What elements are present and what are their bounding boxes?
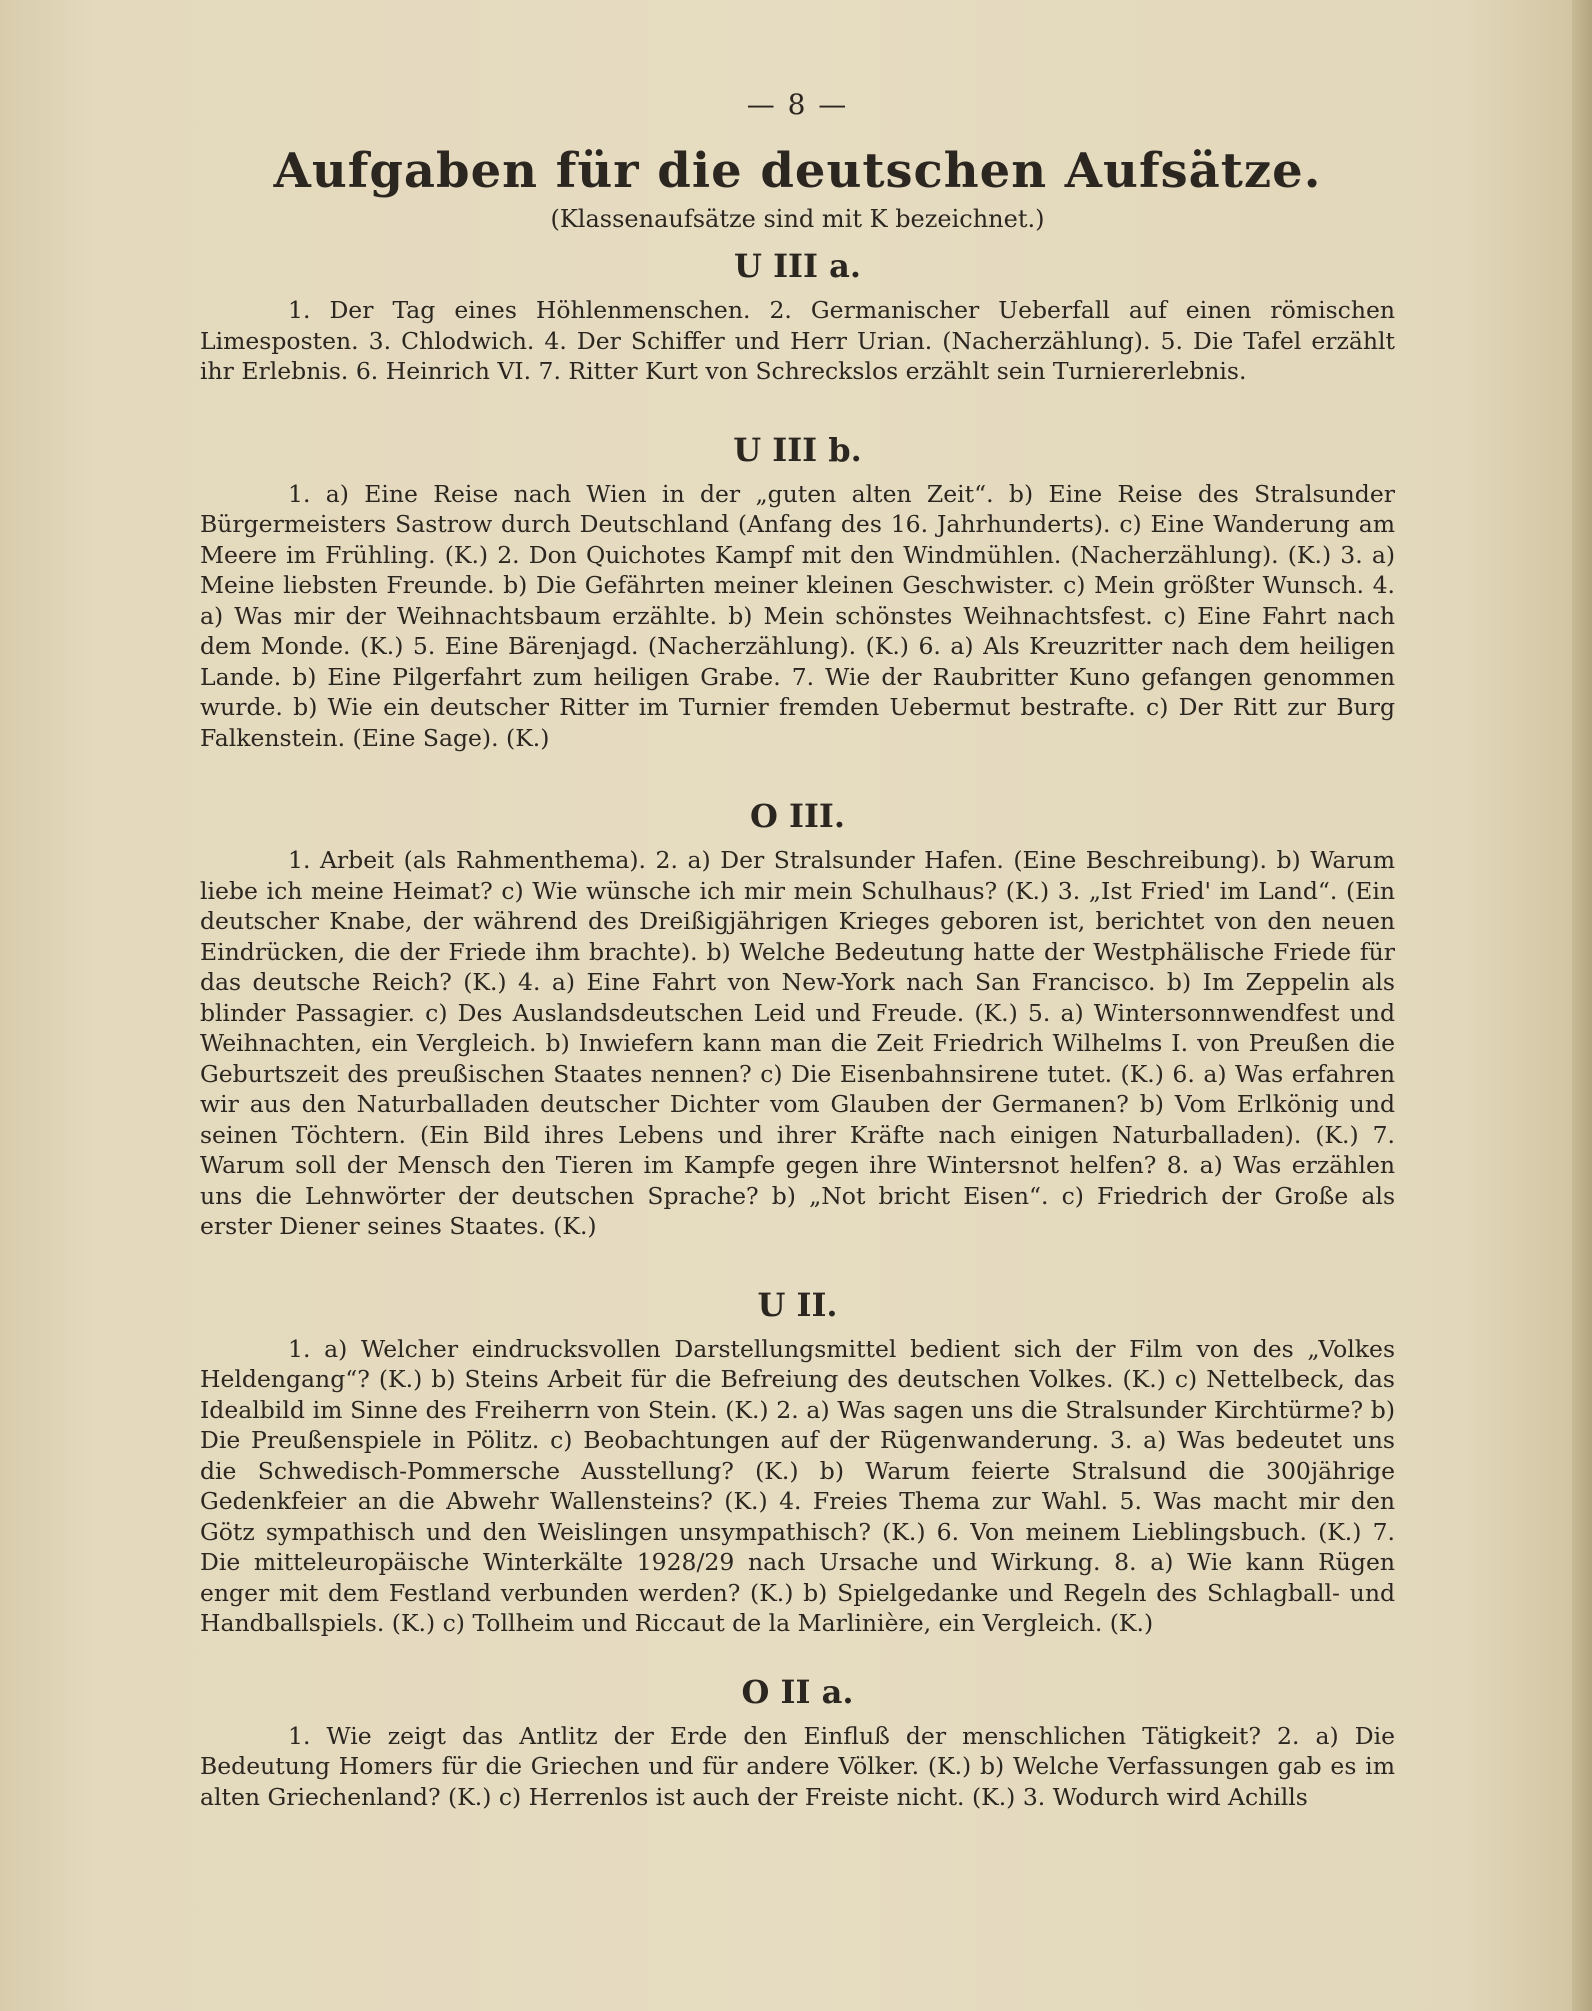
section-heading: U II. <box>757 1285 838 1324</box>
section-text: 1. Wie zeigt das Antlitz der Erde den Einfluß der menschlichen Tätigkeit? 2. a) Die Bedeutung Homers für die Griechen und für andere Völker. (K.) b) Welche Verfassungen gab es im alten Griechenland? (K.) c) Herrenlos ist auch der Freiste nicht. (K.) 3. Wodurch wird Achills <box>200 1721 1395 1811</box>
section-o-iii <box>200 797 1395 1242</box>
section-text: 1. Der Tag eines Höhlenmenschen. 2. Germanischer Ueberfall auf einen römischen Limesposten. 3. Chlodwich. 4. Der Schiffer und Herr Urian. (Nacherzählung). 5. Die Tafel erzählt ihr Erlebnis. 6. Heinrich VI. 7. Ritter Kurt von Schreckslos erzählt sein Turniererlebnis. <box>200 296 1395 385</box>
section-heading: U III b. <box>733 430 862 469</box>
section-text: 1. Arbeit (als Rahmenthema). 2. a) Der Stralsunder Hafen. (Eine Beschreibung). b) Warum liebe ich meine Heimat? c) Wie wünsche ich mir mein Schulhaus? (K.) 3. „Ist Fried' im Land“. (Ein deutscher Knabe, der während des Dreißigjährigen Krieges geboren ist, berichtet von den neuen Eindrücken, die der Friede ihm brachte). b) Welche Bedeutung hatte der Westphälische Friede für das deutsche Reich? (K.) 4. a) Eine Fahrt von New-York nach San Francisco. b) Im Zeppelin als blinder Passagier. c) Des Auslandsdeutschen Leid und Freude. (K.) 5. a) Wintersonnwendfest und Weihnachten, ein Vergleich. b) Inwiefern kann man die Zeit Friedrich Wilhelms I. von Preußen die Geburtszeit des preußischen Staates nennen? c) Die Eisenbahnsirene tutet. (K.) 6. a) Was erfahren wir aus den Naturballaden deutscher Dichter vom Glauben der Germanen? b) Vom Erlkönig und seinen Töchtern. (Ein Bild ihres Lebens und ihrer Kräfte nach einigen Naturballaden). (K.) 7. Warum soll der Mensch den Tieren im Kampfe gegen ihre Wintersnot helfen? 8. a) Was erzählen uns die Lehnwörter der deutschen Sprache? b) „Not bricht Eisen“. c) Friedrich der Große als erster Diener seines Staates. (K.) <box>200 846 1395 1240</box>
section-u-ii <box>200 1286 1395 1639</box>
page-content <box>200 88 1395 1812</box>
page-edge <box>1572 0 1592 2011</box>
section-text: 1. a) Welcher eindrucksvollen Darstellungsmittel bedient sich der Film von des „Volkes Heldengang“? (K.) b) Steins Arbeit für die Befreiung des deutschen Volkes. (K.) c) Nettelbeck, das Idealbild im Sinne des Freiherrn von Stein. (K.) 2. a) Was sagen uns die Stralsunder Kirchtürme? b) Die Preußenspiele in Pölitz. c) Beobachtungen auf der Rügenwanderung. 3. a) Was bedeutet uns die Schwedisch-Pommersche Ausstellung? (K.) b) Warum feierte Stralsund die 300jährige Gedenkfeier an die Abwehr Wallensteins? (K.) 4. Freies Thema zur Wahl. 5. Was macht mir den Götz sympathisch und den Weislingen unsympathisch? (K.) 6. Von meinem Lieblingsbuch. (K.) 7. Die mitteleuropäische Winterkälte 1928/29 nach Ursache und Wirkung. 8. a) Wie kann Rügen enger mit dem Festland verbunden werden? (K.) b) Spielgedanke und Regeln des Schlagball- und Handballspiels. (K.) c) Tollheim und Riccaut de la Marlinière, ein Vergleich. (K.) <box>200 1334 1395 1637</box>
page-subtitle: (Klassenaufsätze sind mit K bezeichnet.) <box>550 205 1045 233</box>
section-u-iii-b <box>200 431 1395 754</box>
section-o-ii-a <box>200 1673 1395 1813</box>
section-heading: O II a. <box>741 1672 854 1711</box>
page-number: — 8 — <box>746 88 849 121</box>
page-title: Aufgaben für die deutschen Aufsätze. <box>273 143 1322 199</box>
section-u-iii-a <box>200 247 1395 387</box>
section-text: 1. a) Eine Reise nach Wien in der „guten alten Zeit“. b) Eine Reise des Stralsunder Bürgermeisters Sastrow durch Deutschland (Anfang des 16. Jahrhunderts). c) Eine Wanderung am Meere im Frühling. (K.) 2. Don Quichotes Kampf mit den Windmühlen. (Nacherzählung). (K.) 3. a) Meine liebsten Freunde. b) Die Gefährten meiner kleinen Geschwister. c) Mein größter Wunsch. 4. a) Was mir der Weihnachtsbaum erzählte. b) Mein schönstes Weihnachtsfest. c) Eine Fahrt nach dem Monde. (K.) 5. Eine Bärenjagd. (Nacherzählung). (K.) 6. a) Als Kreuzritter nach dem heiligen Lande. b) Eine Pilgerfahrt zum heiligen Grabe. 7. Wie der Raubritter Kuno gefangen genommen wurde. b) Wie ein deutscher Ritter im Turnier fremden Uebermut bestrafte. c) Der Ritt zur Burg Falkenstein. (Eine Sage). (K.) <box>200 479 1395 752</box>
section-heading: U III a. <box>734 247 861 285</box>
section-heading: O III. <box>749 797 846 835</box>
